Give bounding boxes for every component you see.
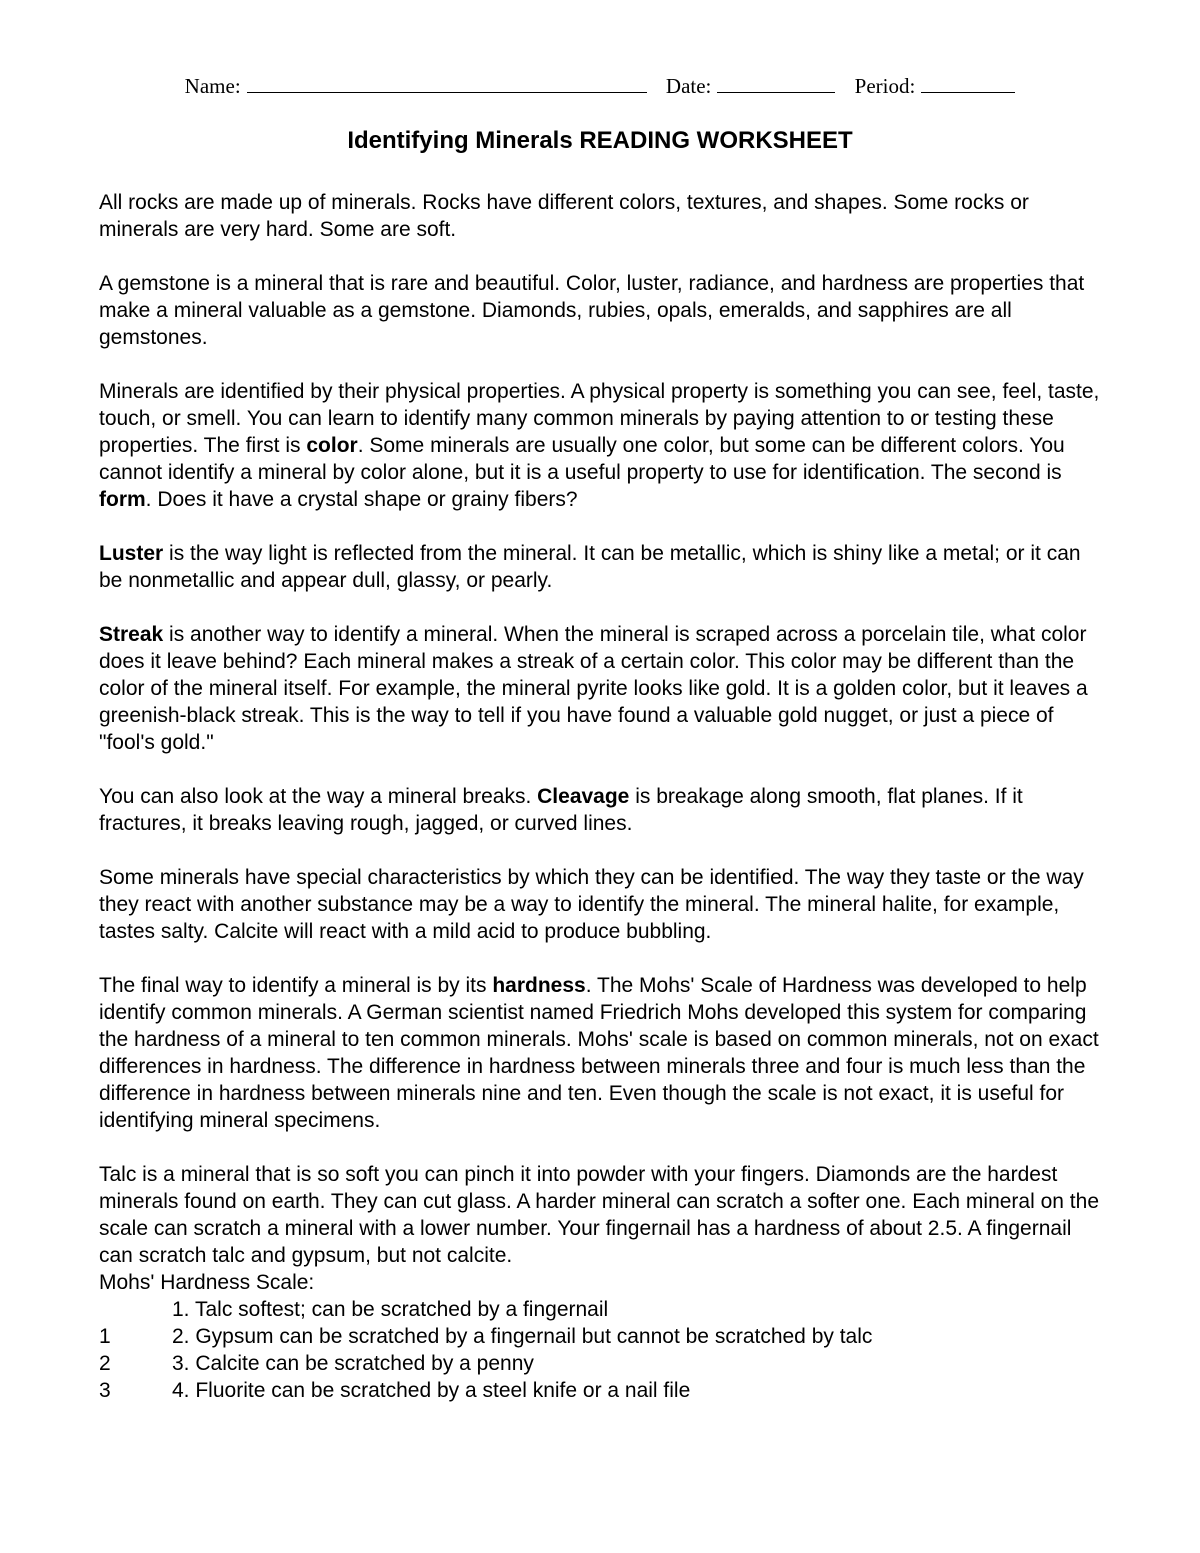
term-luster: Luster xyxy=(99,542,164,565)
scale-row-text: 4. Fluorite can be scratched by a steel knife or a nail file xyxy=(172,1379,691,1402)
scale-row xyxy=(99,1323,1109,1350)
term-streak: Streak xyxy=(99,623,164,646)
paragraph-gemstone: A gemstone is a mineral that is rare and beautiful. Color, luster, radiance, and hardness are properties that make a mineral valuable as a gemstone. Diamonds, rubies, opals, emeralds, and sapphires are all gemstones. xyxy=(99,272,1085,349)
paragraph-cleavage: You can also look at the way a mineral breaks. Cleavage is breakage along smooth, flat planes. If it fractures, it breaks leaving rough, jagged, or curved lines. xyxy=(99,785,1023,835)
scale-row xyxy=(99,1350,1109,1377)
reading-body xyxy=(99,189,1109,1404)
term-cleavage: Cleavage xyxy=(537,785,630,808)
scale-row xyxy=(99,1377,1109,1404)
scale-row xyxy=(99,1296,1109,1323)
paragraph-hardness: The final way to identify a mineral is by its hardness. The Mohs' Scale of Hardness was developed to help identify common minerals. A German scientist named Friedrich Mohs developed this system for comparing the hardness of a mineral to ten common minerals. Mohs' scale is based on common minerals, not on exact differences in hardness. The difference in hardness between minerals three and four is much less than the difference in hardness between minerals nine and ten. Even though the scale is not exact, it is useful for identifying mineral specimens. xyxy=(99,974,1099,1132)
paragraph-streak: Streak is another way to identify a mineral. When the mineral is scraped across a porcelain tile, what color does it leave behind? Each mineral makes a streak of a certain color. This color may be different than the color of the mineral itself. For example, the mineral pyrite looks like gold. It is a golden color, but it leaves a greenish-black streak. This is the way to tell if you have found a valuable gold nugget, or just a piece of "fool's gold." xyxy=(99,623,1088,754)
date-field[interactable] xyxy=(717,72,835,93)
scale-row-number: 2 xyxy=(99,1352,111,1375)
scale-title: Mohs' Hardness Scale: xyxy=(99,1271,315,1294)
paragraph-rocks: All rocks are made up of minerals. Rocks have different colors, textures, and shapes. Some rocks or minerals are very hard. Some are soft. xyxy=(99,191,1029,241)
term-hardness: hardness xyxy=(492,974,586,997)
term-color: color xyxy=(306,434,358,457)
scale-row-text: 1. Talc softest; can be scratched by a fingernail xyxy=(172,1298,609,1321)
scale-row-number xyxy=(99,1296,172,1323)
period-label: Period: xyxy=(854,74,916,98)
paragraph-luster: Luster is the way light is reflected from the mineral. It can be metallic, which is shiny like a metal; or it can be nonmetallic and appear dull, glassy, or pearly. xyxy=(99,542,1081,592)
name-field[interactable] xyxy=(247,72,647,93)
term-form: form xyxy=(99,488,146,511)
period-field[interactable] xyxy=(921,72,1015,93)
worksheet-title: Identifying Minerals READING WORKSHEET xyxy=(347,127,853,154)
date-label: Date: xyxy=(665,74,712,98)
paragraph-special-characteristics: Some minerals have special characteristics by which they can be identified. The way they taste or the way they react with another substance may be a way to identify the mineral. The mineral halite, for example, tastes salty. Calcite will react with a mild acid to produce bubbling. xyxy=(99,866,1084,943)
worksheet-header xyxy=(0,72,1200,99)
paragraph-physical-properties: Minerals are identified by their physical properties. A physical property is something you can see, feel, taste, touch, or smell. You can learn to identify many common minerals by paying attention to or testing these properties. The first is color. Some minerals are usually one color, but some can be different colors. You cannot identify a mineral by color alone, but it is a useful property to use for identification. The second is form. Does it have a crystal shape or grainy fibers? xyxy=(99,380,1100,511)
scale-row-number: 1 xyxy=(99,1325,111,1348)
name-label: Name: xyxy=(184,74,241,98)
paragraph-talc: Talc is a mineral that is so soft you can pinch it into powder with your fingers. Diamonds are the hardest minerals found on earth. They can cut glass. A harder mineral can scratch a softer one. Each mineral on the scale can scratch a mineral with a lower number. Your fingernail has a hardness of about 2.5. A fingernail can scratch talc and gypsum, but not calcite. xyxy=(99,1163,1099,1267)
scale-row-text: 3. Calcite can be scratched by a penny xyxy=(172,1352,534,1375)
scale-row-text: 2. Gypsum can be scratched by a fingernail but cannot be scratched by talc xyxy=(172,1325,873,1348)
scale-row-number: 3 xyxy=(99,1379,111,1402)
